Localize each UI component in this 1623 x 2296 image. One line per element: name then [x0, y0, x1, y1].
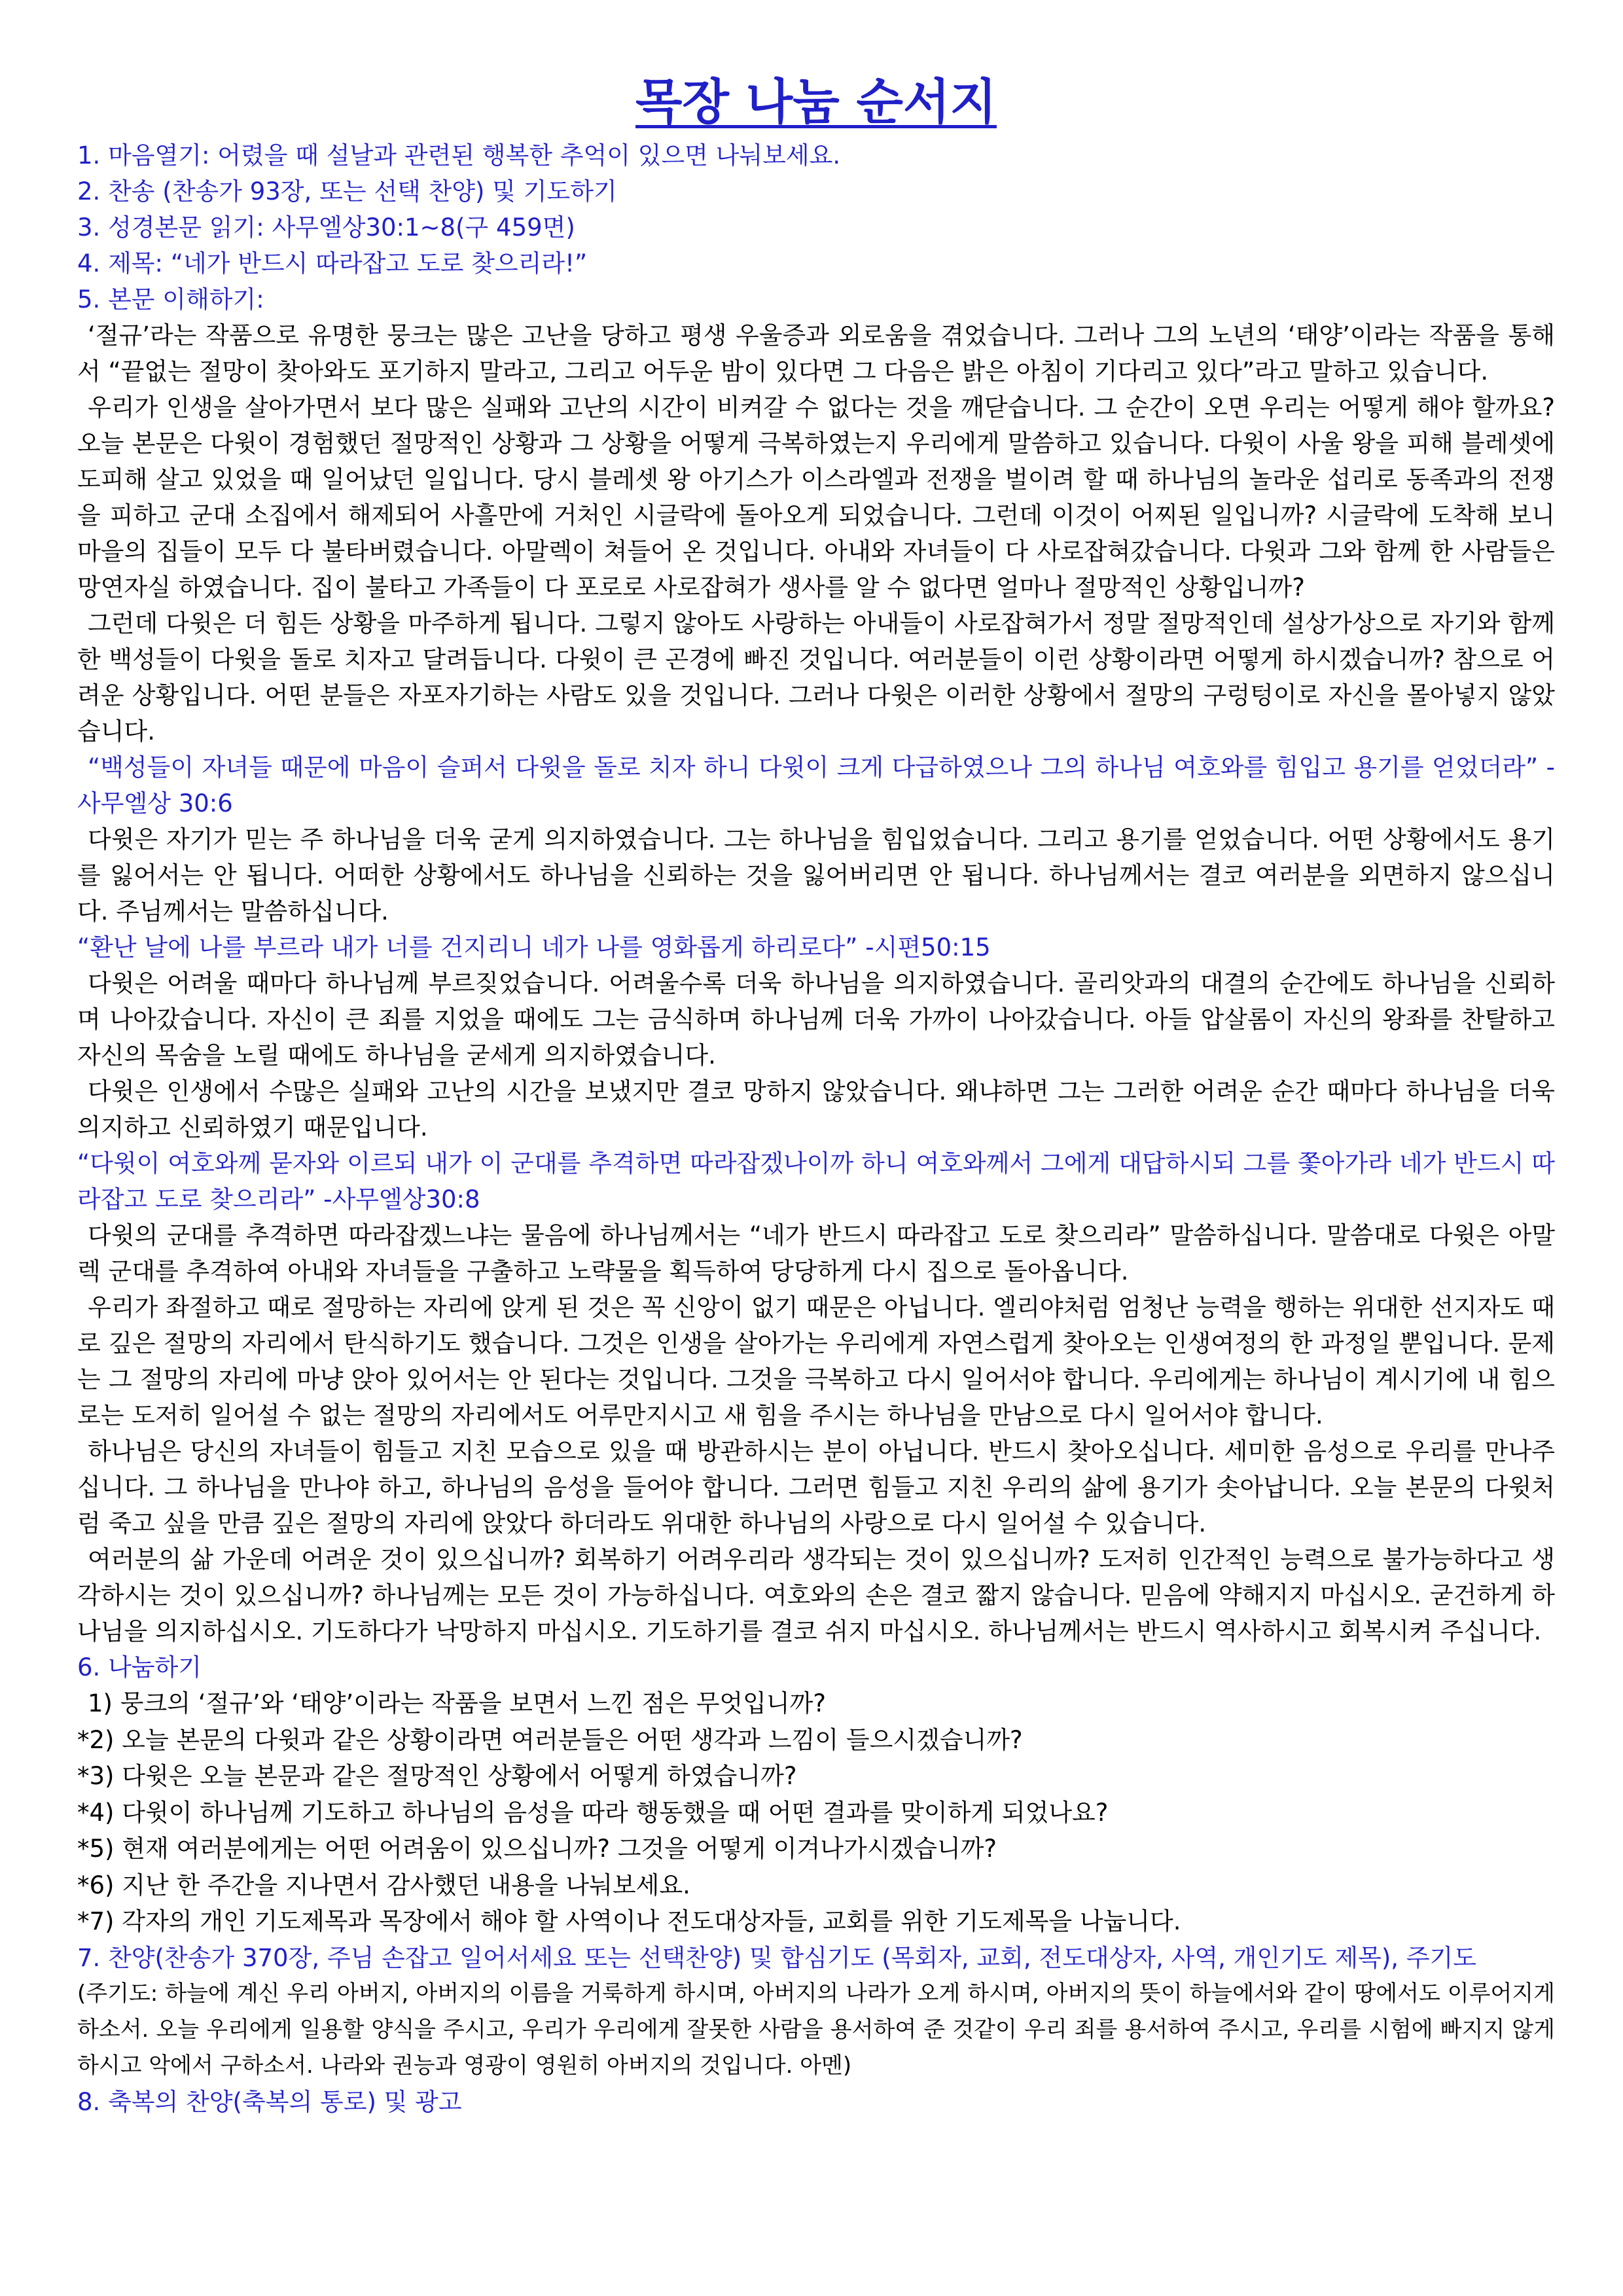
- body-paragraph: 우리가 좌절하고 때로 절망하는 자리에 앉게 된 것은 꼭 신앙이 없기 때문은 아닙니다. 엘리야처럼 엄청난 능력을 행하는 위대한 선지자도 때로 깊은 절망의 자리에서 탄식하기도 했습니다. 그것은 인생을 살아가는 우리에게 자연스럽게 찾아오는 인생여정의 한 과정일 뿐입니다. 문제는 그 절망의 자리에 마냥 앉아 있어서는 안 된다는 것입니다. 그것을 극복하고 다시 일어서야 합니다. 우리에게는 하나님이 계시기에 내 힘으로는 도저히 일어설 수 없는 절망의 자리에서도 어루만지시고 새 힘을 주시는 하나님을 만남으로 다시 일어서야 합니다.: [77, 1293, 1555, 1429]
- scripture-quote: “환난 날에 나를 부르라 내가 너를 건지리니 네가 나를 영화롭게 하리로다” -시편50:15: [77, 933, 991, 961]
- sharing-question: 1) 뭉크의 ‘절규’와 ‘태양’이라는 작품을 보면서 느낀 점은 무엇입니까?: [88, 1689, 827, 1717]
- body-paragraph: 그런데 다윗은 더 힘든 상황을 마주하게 됩니다. 그렇지 않아도 사랑하는 아내들이 사로잡혀가서 정말 절망적인데 설상가상으로 자기와 함께한 백성들이 다윗을 돌로 치자고 달려듭니다. 다윗이 큰 곤경에 빠진 것입니다. 여러분들이 이런 상황이라면 어떻게 하시겠습니까? 참으로 어려운 상황입니다. 어떤 분들은 자포자기하는 사람도 있을 것입니다. 그러나 다윗은 이러한 상황에서 절망의 구렁텅이로 자신을 몰아넣지 않았습니다.: [77, 609, 1555, 745]
- sharing-question: *3) 다윗은 오늘 본문과 같은 절망적인 상황에서 어떻게 하였습니까?: [77, 1762, 797, 1790]
- body-paragraph: 우리가 인생을 살아가면서 보다 많은 실패와 고난의 시간이 비켜갈 수 없다는 것을 깨닫습니다. 그 순간이 오면 우리는 어떻게 해야 할까요? 오늘 본문은 다윗이 경험했던 절망적인 상황과 그 상황을 어떻게 극복하였는지 우리에게 말씀하고 있습니다. 다윗이 사울 왕을 피해 블레셋에 도피해 살고 있었을 때 일어났던 일입니다. 당시 블레셋 왕 아기스가 이스라엘과 전쟁을 벌이려 할 때 하나님의 놀라운 섭리로 동족과의 전쟁을 피하고 군대 소집에서 해제되어 사흘만에 거처인 시글락에 돌아오게 되었습니다. 그런데 이것이 어찌된 일입니까? 시글락에 도착해 보니 마을의 집들이 모두 다 불타버렸습니다. 아말렉이 쳐들어 온 것입니다. 아내와 자녀들이 다 사로잡혀갔습니다. 다윗과 그와 함께 한 사람들은 망연자실 하였습니다. 집이 불타고 가족들이 다 포로로 사로잡혀가 생사를 알 수 없다면 얼마나 절망적인 상황입니까?: [77, 393, 1555, 601]
- order-item-opening: 1. 마음열기: 어렸을 때 설날과 관련된 행복한 추억이 있으면 나눠보세요.: [77, 141, 841, 170]
- body-paragraph: 여러분의 삶 가운데 어려운 것이 있으십니까? 회복하기 어려우리라 생각되는 것이 있으십니까? 도저히 인간적인 능력으로 불가능하다고 생각하시는 것이 있으십니까? 하나님께는 모든 것이 가능하십니다. 여호와의 손은 결코 짧지 않습니다. 믿음에 약해지지 마십시오. 굳건하게 하나님을 의지하십시오. 기도하다가 낙망하지 마십시오. 기도하기를 결코 쉬지 마십시오. 하나님께서는 반드시 역사하시고 회복시켜 주십니다.: [77, 1545, 1555, 1645]
- lords-prayer: (주기도: 하늘에 계신 우리 아버지, 아버지의 이름을 거룩하게 하시며, 아버지의 나라가 오게 하시며, 아버지의 뜻이 하늘에서와 같이 땅에서도 이루어지게 하소서. 오늘 우리에게 일용할 양식을 주시고, 우리가 우리에게 잘못한 사람을 용서하여 준 것같이 우리 죄를 용서하여 주시고, 우리를 시험에 빠지지 않게 하시고 악에서 구하소서. 나라와 권능과 영광이 영원히 아버지의 것입니다. 아멘): [77, 1980, 1555, 2079]
- scripture-quote: “다윗이 여호와께 묻자와 이르되 내가 이 군대를 추격하면 따라잡겠나이까 하니 여호와께서 그에게 대답하시되 그를 쫓아가라 네가 반드시 따라잡고 도로 찾으리라” -사무엘상30:8: [77, 1149, 1555, 1213]
- body-paragraph: ‘절규’라는 작품으로 유명한 뭉크는 많은 고난을 당하고 평생 우울증과 외로움을 겪었습니다. 그러나 그의 노년의 ‘태양’이라는 작품을 통해서 “끝없는 절망이 찾아와도 포기하지 말라고, 그리고 어두운 밤이 있다면 그 다음은 밝은 아침이 기다리고 있다”라고 말하고 있습니다.: [77, 321, 1555, 386]
- sharing-question: *6) 지난 한 주간을 지나면서 감사했던 내용을 나눠보세요.: [77, 1871, 690, 1899]
- body-paragraph: 다윗은 인생에서 수많은 실패와 고난의 시간을 보냈지만 결코 망하지 않았습니다. 왜냐하면 그는 그러한 어려운 순간 때마다 하나님을 더욱 의지하고 신뢰하였기 때문입니다.: [77, 1077, 1555, 1141]
- body-paragraph: 하나님은 당신의 자녀들이 힘들고 지친 모습으로 있을 때 방관하시는 분이 아닙니다. 반드시 찾아오십니다. 세미한 음성으로 우리를 만나주십니다. 그 하나님을 만나야 하고, 하나님의 음성을 들어야 합니다. 그러면 힘들고 지친 우리의 삶에 용기가 솟아납니다. 오늘 본문의 다윗처럼 죽고 싶을 만큼 깊은 절망의 자리에 앉았다 하더라도 위대한 하나님의 사랑으로 다시 일어설 수 있습니다.: [77, 1437, 1555, 1537]
- body-paragraph: 다윗의 군대를 추격하면 따라잡겠느냐는 물음에 하나님께서는 “네가 반드시 따라잡고 도로 찾으리라” 말씀하십니다. 말씀대로 다윗은 아말렉 군대를 추격하여 아내와 자녀들을 구출하고 노략물을 획득하여 당당하게 다시 집으로 돌아옵니다.: [77, 1221, 1555, 1285]
- sharing-heading: 6. 나눔하기: [77, 1653, 202, 1681]
- body-paragraph: 다윗은 어려울 때마다 하나님께 부르짖었습니다. 어려울수록 더욱 하나님을 의지하였습니다. 골리앗과의 대결의 순간에도 하나님을 신뢰하며 나아갔습니다. 자신이 큰 죄를 지었을 때에도 그는 금식하며 하나님께 더욱 가까이 나아갔습니다. 아들 압살롬이 자신의 왕좌를 찬탈하고 자신의 목숨을 노릴 때에도 하나님을 굳세게 의지하였습니다.: [77, 969, 1555, 1069]
- order-item-sermon-title: 4. 제목: “네가 반드시 따라잡고 도로 찾으리라!”: [77, 249, 588, 278]
- sharing-question: *5) 현재 여러분에게는 어떤 어려움이 있으십니까? 그것을 어떻게 이겨나가시겠습니까?: [77, 1835, 997, 1863]
- order-item-understanding: 5. 본문 이해하기:: [77, 285, 264, 314]
- page-title: 목장 나눔 순서지: [635, 74, 997, 130]
- order-item-scripture: 3. 성경본문 읽기: 사무엘상30:1~8(구 459면): [77, 213, 575, 242]
- scripture-quote: “백성들이 자녀들 때문에 마음이 슬퍼서 다윗을 돌로 치자 하니 다윗이 크게 다급하였으나 그의 하나님 여호와를 힘입고 용기를 얻었더라” -사무엘상 30:6: [77, 753, 1555, 817]
- body-paragraph: 다윗은 자기가 믿는 주 하나님을 더욱 굳게 의지하였습니다. 그는 하나님을 힘입었습니다. 그리고 용기를 얻었습니다. 어떤 상황에서도 용기를 잃어서는 안 됩니다. 어떠한 상황에서도 하나님을 신뢰하는 것을 잃어버리면 안 됩니다. 하나님께서는 결코 여러분을 외면하지 않으십니다. 주님께서는 말씀하십니다.: [77, 825, 1555, 925]
- order-item-hymn: 2. 찬송 (찬송가 93장, 또는 선택 찬양) 및 기도하기: [77, 177, 617, 206]
- order-item-closing-hymn: 7. 찬양(찬송가 370장, 주님 손잡고 일어서세요 또는 선택찬양) 및 합심기도 (목회자, 교회, 전도대상자, 사역, 개인기도 제목), 주기도: [77, 1943, 1477, 1972]
- order-item-blessing: 8. 축복의 찬양(축복의 통로) 및 광고: [77, 2087, 462, 2116]
- sharing-question: *7) 각자의 개인 기도제목과 목장에서 해야 할 사역이나 전도대상자들, 교회를 위한 기도제목을 나눕니다.: [77, 1907, 1181, 1935]
- sharing-question: *2) 오늘 본문의 다윗과 같은 상황이라면 여러분들은 어떤 생각과 느낌이 들으시겠습니까?: [77, 1725, 1023, 1754]
- sharing-question: *4) 다윗이 하나님께 기도하고 하나님의 음성을 따라 행동했을 때 어떤 결과를 맞이하게 되었나요?: [77, 1798, 1109, 1827]
